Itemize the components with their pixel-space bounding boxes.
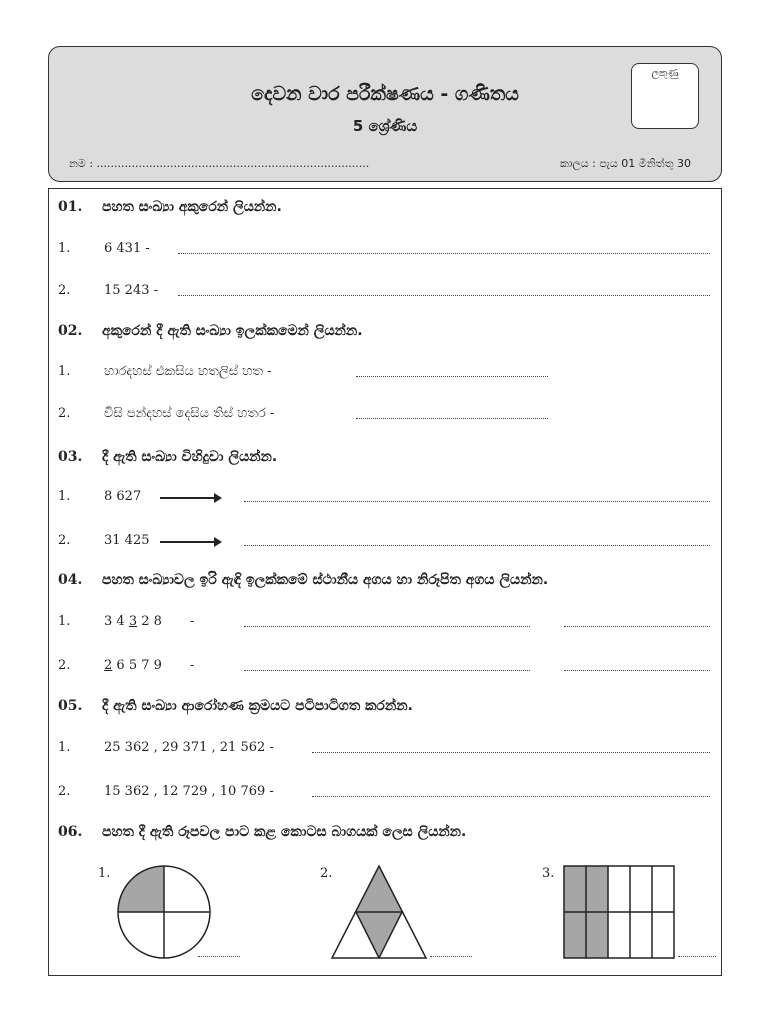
arrow-icon: [160, 497, 220, 499]
question-number: 02.: [58, 323, 83, 339]
digits: 2 8: [137, 614, 162, 629]
question-3-heading: [58, 449, 277, 465]
question-4-heading: [58, 572, 548, 588]
question-text: පහත දී ඇති රූපවල පාට කළ කොටස බාගයක් ලෙස ලියන්න.: [102, 824, 467, 840]
question-text: අකුරෙන් දී ඇති සංඛ්‍යා ඉලක්කමෙන් ලියන්න.: [102, 323, 363, 339]
figure-circle: [116, 864, 212, 960]
list-item: [58, 406, 274, 421]
answer-line[interactable]: [178, 253, 710, 254]
answer-line[interactable]: [178, 295, 710, 296]
item-index: 2.: [58, 406, 71, 421]
list-item: [58, 740, 274, 755]
item-index: 1.: [58, 614, 71, 629]
list-item: [58, 364, 272, 379]
time-label: කාලය : පැය 01 මිනිත්තු 30: [559, 157, 691, 170]
dash: -: [189, 614, 195, 629]
question-5-heading: [58, 698, 413, 714]
arrow-icon: [160, 541, 220, 543]
item-index: 1.: [58, 364, 71, 379]
list-item: [58, 614, 194, 629]
list-item: [58, 489, 141, 504]
value-answer[interactable]: [564, 670, 710, 671]
question-number: 04.: [58, 572, 83, 588]
digits: 3 4: [104, 614, 129, 629]
marks-label: ලකුණු: [651, 68, 679, 79]
figure-1-answer[interactable]: [198, 956, 240, 957]
figure-1-label: 1.: [98, 866, 111, 881]
item-value: 31 425: [104, 533, 150, 548]
answer-line[interactable]: [312, 796, 710, 797]
question-text: පහත සංඛ්‍යා අකුරෙන් ලියන්න.: [102, 199, 282, 215]
name-label: නම :: [69, 157, 94, 170]
underlined-digit: 3: [128, 614, 138, 629]
figure-3-answer[interactable]: [678, 956, 716, 957]
page-title: දෙවන වාර පරීක්ෂණය - ගණිතය: [251, 83, 519, 105]
answer-line[interactable]: [356, 376, 548, 377]
place-value-answer[interactable]: [244, 670, 530, 671]
answer-line[interactable]: [244, 545, 710, 546]
shaded-triangle: [356, 912, 402, 958]
question-1-heading: [58, 199, 282, 215]
answer-line[interactable]: [356, 418, 548, 419]
answer-line[interactable]: [244, 501, 710, 502]
item-value: 15 243 -: [104, 283, 159, 298]
marks-box[interactable]: [631, 63, 699, 129]
item-index: 2.: [58, 658, 71, 673]
header-panel: [48, 46, 722, 182]
list-item: [58, 658, 194, 673]
question-text: දී ඇති සංඛ්‍යා විහිදුවා ලියන්න.: [102, 449, 278, 465]
underlined-digit: 2: [104, 658, 113, 673]
grade-subtitle: 5 ශ්‍රේණිය: [352, 117, 418, 135]
item-value: 15 362 , 12 729 , 10 769 -: [104, 784, 274, 799]
question-number: 01.: [58, 199, 83, 215]
item-index: 2.: [58, 784, 71, 799]
place-value-answer[interactable]: [244, 626, 530, 627]
item-index: 1.: [58, 241, 71, 256]
figure-triangle: [330, 864, 428, 960]
question-text: දී ඇති සංඛ්‍යා ආරෝහණ ක්‍රමයට පටිපාටිගත කරන්න.: [102, 698, 413, 714]
name-field[interactable]: [69, 157, 369, 171]
figure-2-answer[interactable]: [430, 956, 472, 957]
question-number: 05.: [58, 698, 83, 714]
digits: 6 5 7 9: [112, 658, 162, 673]
item-value: 8 627: [104, 489, 142, 504]
item-index: 2.: [58, 533, 71, 548]
value-answer[interactable]: [564, 626, 710, 627]
item-value: 6 431 -: [104, 241, 150, 256]
item-index: 1.: [58, 489, 71, 504]
question-number: 03.: [58, 449, 83, 465]
dash: -: [189, 658, 195, 673]
item-value: 25 362 , 29 371 , 21 562 -: [104, 740, 274, 755]
item-index: 1.: [58, 740, 71, 755]
question-number: 06.: [58, 824, 83, 840]
list-item: [58, 784, 274, 799]
answer-line[interactable]: [312, 752, 710, 753]
list-item: [58, 241, 150, 256]
list-item: [58, 283, 158, 298]
item-index: 2.: [58, 283, 71, 298]
figure-3-label: 3.: [542, 866, 555, 881]
question-2-heading: [58, 323, 363, 339]
item-value: හාරදහස් එකසිය හතලිස් හත -: [104, 364, 272, 379]
list-item: [58, 533, 150, 548]
figure-rectangle: [562, 864, 676, 960]
figure-2-label: 2.: [320, 866, 333, 881]
item-value: විසි පන්දහස් දෙසිය තිස් හතර -: [104, 406, 275, 421]
question-text: පහත සංඛ්‍යාවල ඉරි ඇඳි ඉලක්කමේ ස්ථානීය අගය හා නිරූපිත අගය ලියන්න.: [102, 572, 549, 588]
shaded-triangle: [356, 866, 402, 912]
question-6-heading: [58, 824, 466, 840]
name-dots: ..............................................................................: [96, 157, 370, 170]
